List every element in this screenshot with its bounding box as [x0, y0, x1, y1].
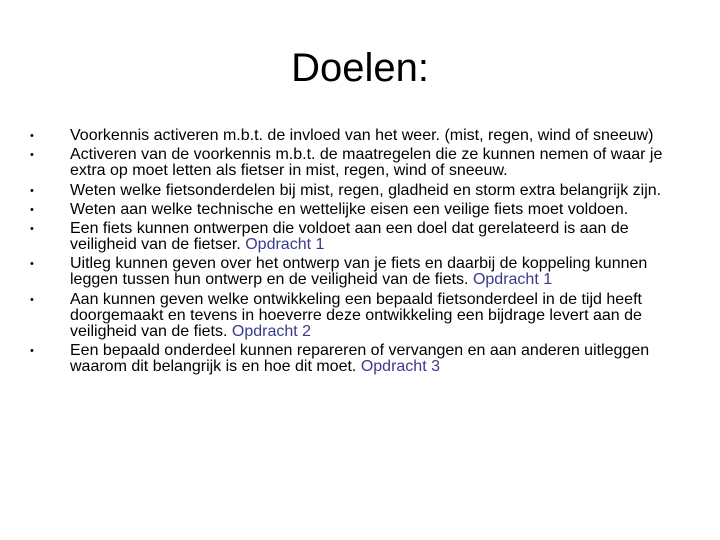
goal-item [0, 128, 720, 144]
goal-item [0, 292, 720, 340]
assignment-reference: Opdracht 1 [245, 236, 325, 254]
bullet-dot-icon: • [30, 130, 34, 142]
goal-text: Activeren van de voorkennis m.b.t. de maatregelen die ze kunnen nemen of waar je extra op moet letten als fietser in mist, regen, wind of sneeuw. [70, 146, 663, 180]
goal-item [0, 221, 720, 253]
goal-text: Weten aan welke technische en wettelijke eisen een veilige fiets moet voldoen. [70, 200, 629, 218]
goal-item [0, 183, 720, 199]
assignment-reference: Opdracht 1 [472, 271, 553, 289]
goal-text: Een fiets kunnen ontwerpen die voldoet aan een doel dat gerelateerd is aan de veiligheid van de fietser. [70, 220, 629, 254]
slide-title: Doelen: [291, 46, 429, 90]
goal-text: Aan kunnen geven welke ontwikkeling een bepaald fietsonderdeel in de tijd heeft doorgemaakt en tevens in hoeverre deze ontwikkeling een bijdrage levert aan de veiligheid van de fiets. [70, 290, 642, 340]
goal-text: Uitleg kunnen geven over het ontwerp van je fiets en daarbij de koppeling kunnen leggen tussen hun ontwerp en de veiligheid van de fiets. [70, 255, 648, 289]
goal-text: Voorkennis activeren m.b.t. de invloed van het weer. (mist, regen, wind of sneeuw) [70, 127, 654, 144]
assignment-reference: Opdracht 2 [231, 322, 312, 340]
goal-text: Weten welke fietsonderdelen bij mist, regen, gladheid en storm extra belangrijk zijn. [70, 181, 662, 199]
goal-item [0, 202, 720, 218]
bullet-dot-icon: • [30, 345, 34, 358]
bullet-dot-icon: • [30, 203, 34, 216]
bullet-dot-icon: • [30, 293, 34, 306]
assignment-reference: Opdracht 3 [360, 358, 440, 376]
goal-item [0, 147, 720, 179]
bullet-dot-icon: • [30, 223, 34, 236]
goal-text: Een bepaald onderdeel kunnen repareren of vervangen en aan anderen uitleggen waarom dit belangrijk is en hoe dit moet. [70, 342, 650, 376]
bullet-dot-icon: • [30, 149, 34, 162]
goal-item [0, 343, 720, 375]
bullet-dot-icon: • [30, 184, 34, 197]
goals-list [0, 128, 720, 378]
bullet-dot-icon: • [30, 258, 34, 271]
goal-item [0, 256, 720, 288]
